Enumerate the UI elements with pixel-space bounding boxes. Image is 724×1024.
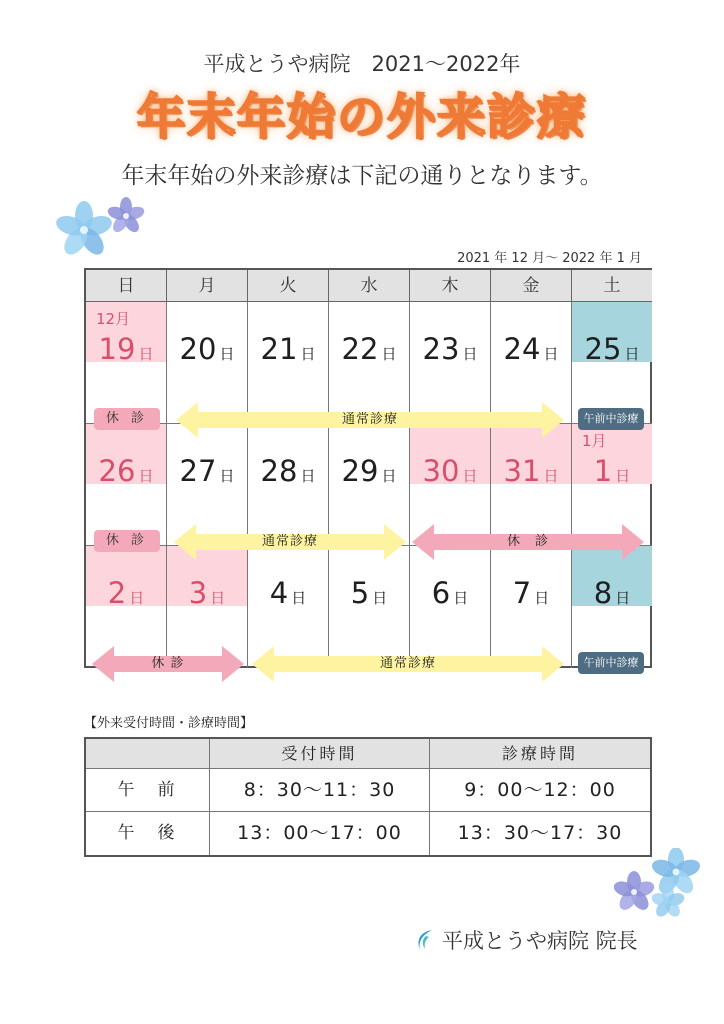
day-number <box>248 576 328 610</box>
normal-hours-arrow <box>174 524 406 560</box>
day-unit: 日 <box>453 589 469 607</box>
day-number <box>329 332 409 366</box>
normal-hours-arrow-label: 通常診療 <box>379 656 436 671</box>
hours-row-label: 午 後 <box>86 812 210 855</box>
day-number <box>410 454 490 488</box>
day-number-value: 7 <box>512 576 532 610</box>
day-number-value: 28 <box>260 454 298 488</box>
hours-header-blank <box>86 739 210 769</box>
weekday-header: 日 <box>86 270 167 302</box>
normal-hours-arrow-label: 通常診療 <box>341 412 398 427</box>
day-number <box>86 332 166 366</box>
day-number-value: 30 <box>422 454 460 488</box>
day-number <box>329 576 409 610</box>
day-number <box>167 576 247 610</box>
am-only-badge: 午前中診療 <box>578 408 644 430</box>
closed-days-arrow-label: 休 診 <box>151 656 185 671</box>
day-number-value: 21 <box>260 332 298 366</box>
page-subtitle: 年末年始の外来診療は下記の通りとなります。 <box>121 163 603 189</box>
day-number <box>572 332 652 366</box>
day-unit: 日 <box>291 589 307 607</box>
day-number-value: 20 <box>179 332 217 366</box>
day-unit: 日 <box>381 467 397 485</box>
day-number-value: 4 <box>269 576 289 610</box>
day-number-value: 29 <box>341 454 379 488</box>
hours-row-label: 午 前 <box>86 769 210 812</box>
calendar-day <box>572 546 652 668</box>
closed-days-arrow <box>92 646 244 682</box>
holiday-calendar <box>84 268 652 671</box>
day-unit: 日 <box>219 345 235 363</box>
day-unit: 日 <box>543 467 559 485</box>
day-number-value: 31 <box>503 454 541 488</box>
weekday-header: 火 <box>248 270 329 302</box>
day-number-value: 26 <box>98 454 136 488</box>
day-number <box>248 454 328 488</box>
footer-signature <box>412 925 638 957</box>
day-number <box>86 454 166 488</box>
day-number <box>491 454 571 488</box>
day-number <box>491 576 571 610</box>
day-unit: 日 <box>219 467 235 485</box>
page-title: 年末年始の外来診療 <box>136 89 587 145</box>
day-number-value: 19 <box>98 332 136 366</box>
day-number <box>572 576 652 610</box>
hospital-year-heading: 平成とうや病院 2021～2022年 <box>203 52 521 76</box>
hours-consultation-am: 9：00～12：00 <box>430 769 650 812</box>
day-number-value: 5 <box>350 576 370 610</box>
day-number-value: 2 <box>107 576 127 610</box>
day-unit: 日 <box>462 467 478 485</box>
hours-reception-pm: 13：00～17：00 <box>210 812 430 855</box>
am-only-badge: 午前中診療 <box>578 652 644 674</box>
hours-header-reception: 受付時間 <box>210 739 430 769</box>
day-number-value: 8 <box>593 576 613 610</box>
day-number-value: 24 <box>503 332 541 366</box>
day-unit: 日 <box>138 467 154 485</box>
day-unit: 日 <box>615 467 631 485</box>
closed-days-arrow <box>412 524 644 560</box>
hours-heading: 【外来受付時間・診療時間】 <box>84 716 254 731</box>
day-number <box>167 454 247 488</box>
closed-badge: 休 診 <box>94 530 160 552</box>
day-unit: 日 <box>462 345 478 363</box>
day-number <box>248 332 328 366</box>
month-label: 1月 <box>582 432 607 450</box>
day-number <box>491 332 571 366</box>
day-number-value: 25 <box>584 332 622 366</box>
day-number <box>410 332 490 366</box>
day-unit: 日 <box>300 345 316 363</box>
flower-decoration-bottom-icon <box>606 848 702 924</box>
weekday-header: 土 <box>572 270 652 302</box>
day-number-value: 27 <box>179 454 217 488</box>
day-number-value: 3 <box>188 576 208 610</box>
day-unit: 日 <box>372 589 388 607</box>
hours-consultation-pm: 13：30～17：30 <box>457 822 623 844</box>
month-label: 12月 <box>96 310 131 328</box>
date-range-label: 2021 年 12 月～ 2022 年 1 月 <box>457 251 642 266</box>
weekday-header: 月 <box>167 270 248 302</box>
closed-days-arrow-label: 休 診 <box>506 534 549 549</box>
day-unit: 日 <box>381 345 397 363</box>
day-number <box>572 454 652 488</box>
day-number <box>410 576 490 610</box>
day-number <box>167 332 247 366</box>
day-unit: 日 <box>624 345 640 363</box>
day-unit: 日 <box>138 345 154 363</box>
hours-reception-am: 8：30～11：30 <box>210 769 430 812</box>
weekday-header: 金 <box>491 270 572 302</box>
day-number-value: 6 <box>431 576 451 610</box>
hospital-logo-icon <box>412 928 438 957</box>
calendar-day <box>572 302 652 424</box>
weekday-header: 水 <box>329 270 410 302</box>
flower-decoration-top-icon <box>52 196 152 264</box>
day-number <box>329 454 409 488</box>
day-unit: 日 <box>210 589 226 607</box>
normal-hours-arrow-label: 通常診療 <box>261 534 318 549</box>
day-unit: 日 <box>543 345 559 363</box>
day-unit: 日 <box>534 589 550 607</box>
day-unit: 日 <box>129 589 145 607</box>
normal-hours-arrow <box>176 402 564 438</box>
day-number <box>86 576 166 610</box>
normal-hours-arrow <box>252 646 564 682</box>
calendar-day <box>86 424 167 546</box>
hours-header-consultation: 診療時間 <box>430 739 650 769</box>
closed-badge: 休 診 <box>94 408 160 430</box>
day-number-value: 1 <box>593 454 613 488</box>
day-number-value: 23 <box>422 332 460 366</box>
footer-signature-text: 平成とうや病院 院長 <box>442 929 638 953</box>
day-unit: 日 <box>615 589 631 607</box>
day-unit: 日 <box>300 467 316 485</box>
calendar-day <box>86 302 167 424</box>
day-number-value: 22 <box>341 332 379 366</box>
weekday-header: 木 <box>410 270 491 302</box>
hours-table <box>84 737 652 857</box>
